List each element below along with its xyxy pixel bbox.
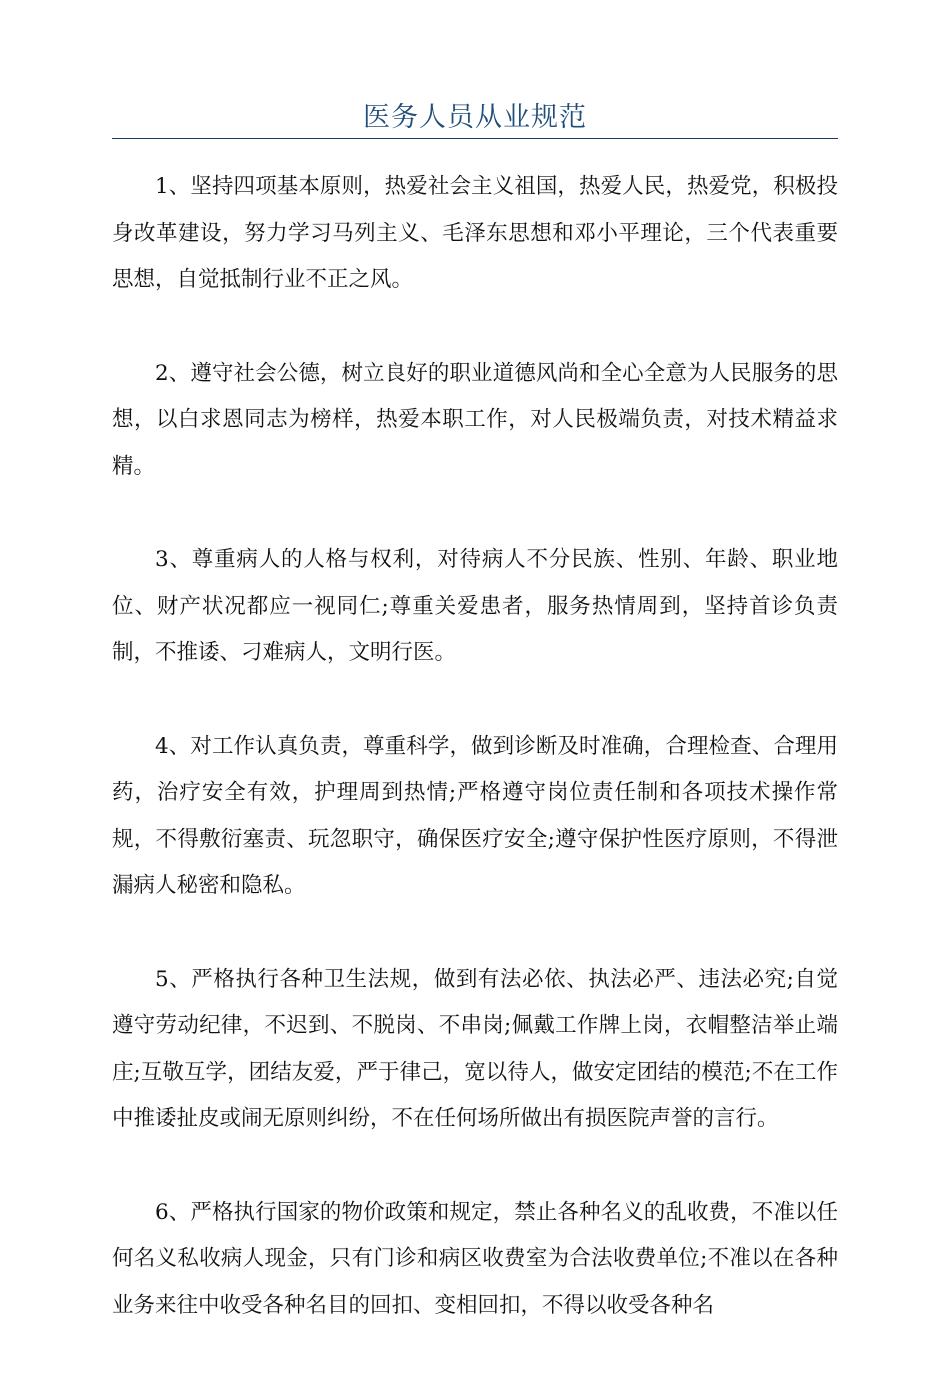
paragraph-4: 4、对工作认真负责，尊重科学，做到诊断及时准确，合理检查、合理用药，治疗安全有效，护理周到热情;严格遵守岗位责任制和各项技术操作常规，不得敷衍塞责、玩忽职守，确保医疗安全;遵守保护性医疗原则，不得泄漏病人秘密和隐私。	[112, 733, 838, 898]
paragraph-6: 6、严格执行国家的物价政策和规定，禁止各种名义的乱收费，不准以任何名义私收病人现金，只有门诊和病区收费室为合法收费单位;不准以在各种业务来往中收受各种名目的回扣、变相回扣，不得以收受各种名	[112, 1199, 838, 1318]
document-body	[112, 164, 838, 1376]
document-title: 医务人员从业规范	[363, 102, 587, 133]
paragraph-5: 5、严格执行各种卫生法规，做到有法必依、执法必严、违法必究;自觉遵守劳动纪律，不迟到、不脱岗、不串岗;佩戴工作牌上岗，衣帽整洁举止端庄;互敬互学，团结友爱，严于律己，宽以待人，做安定团结的模范;不在工作中推诿扯皮或闹无原则纠纷，不在任何场所做出有损医院声誉的言行。	[112, 966, 838, 1131]
paragraph-2: 2、遵守社会公德，树立良好的职业道德风尚和全心全意为人民服务的思想，以白求恩同志为榜样，热爱本职工作，对人民极端负责，对技术精益求精。	[112, 360, 838, 479]
paragraph-1: 1、坚持四项基本原则，热爱社会主义祖国，热爱人民，热爱党，积极投身改革建设，努力学习马列主义、毛泽东思想和邓小平理论，三个代表重要思想，自觉抵制行业不正之风。	[112, 174, 838, 292]
paragraph-3: 3、尊重病人的人格与权利，对待病人不分民族、性别、年龄、职业地位、财产状况都应一视同仁;尊重关爱患者，服务热情周到，坚持首诊负责制，不推诿、刁难病人，文明行医。	[112, 547, 838, 665]
title-block	[112, 100, 838, 139]
